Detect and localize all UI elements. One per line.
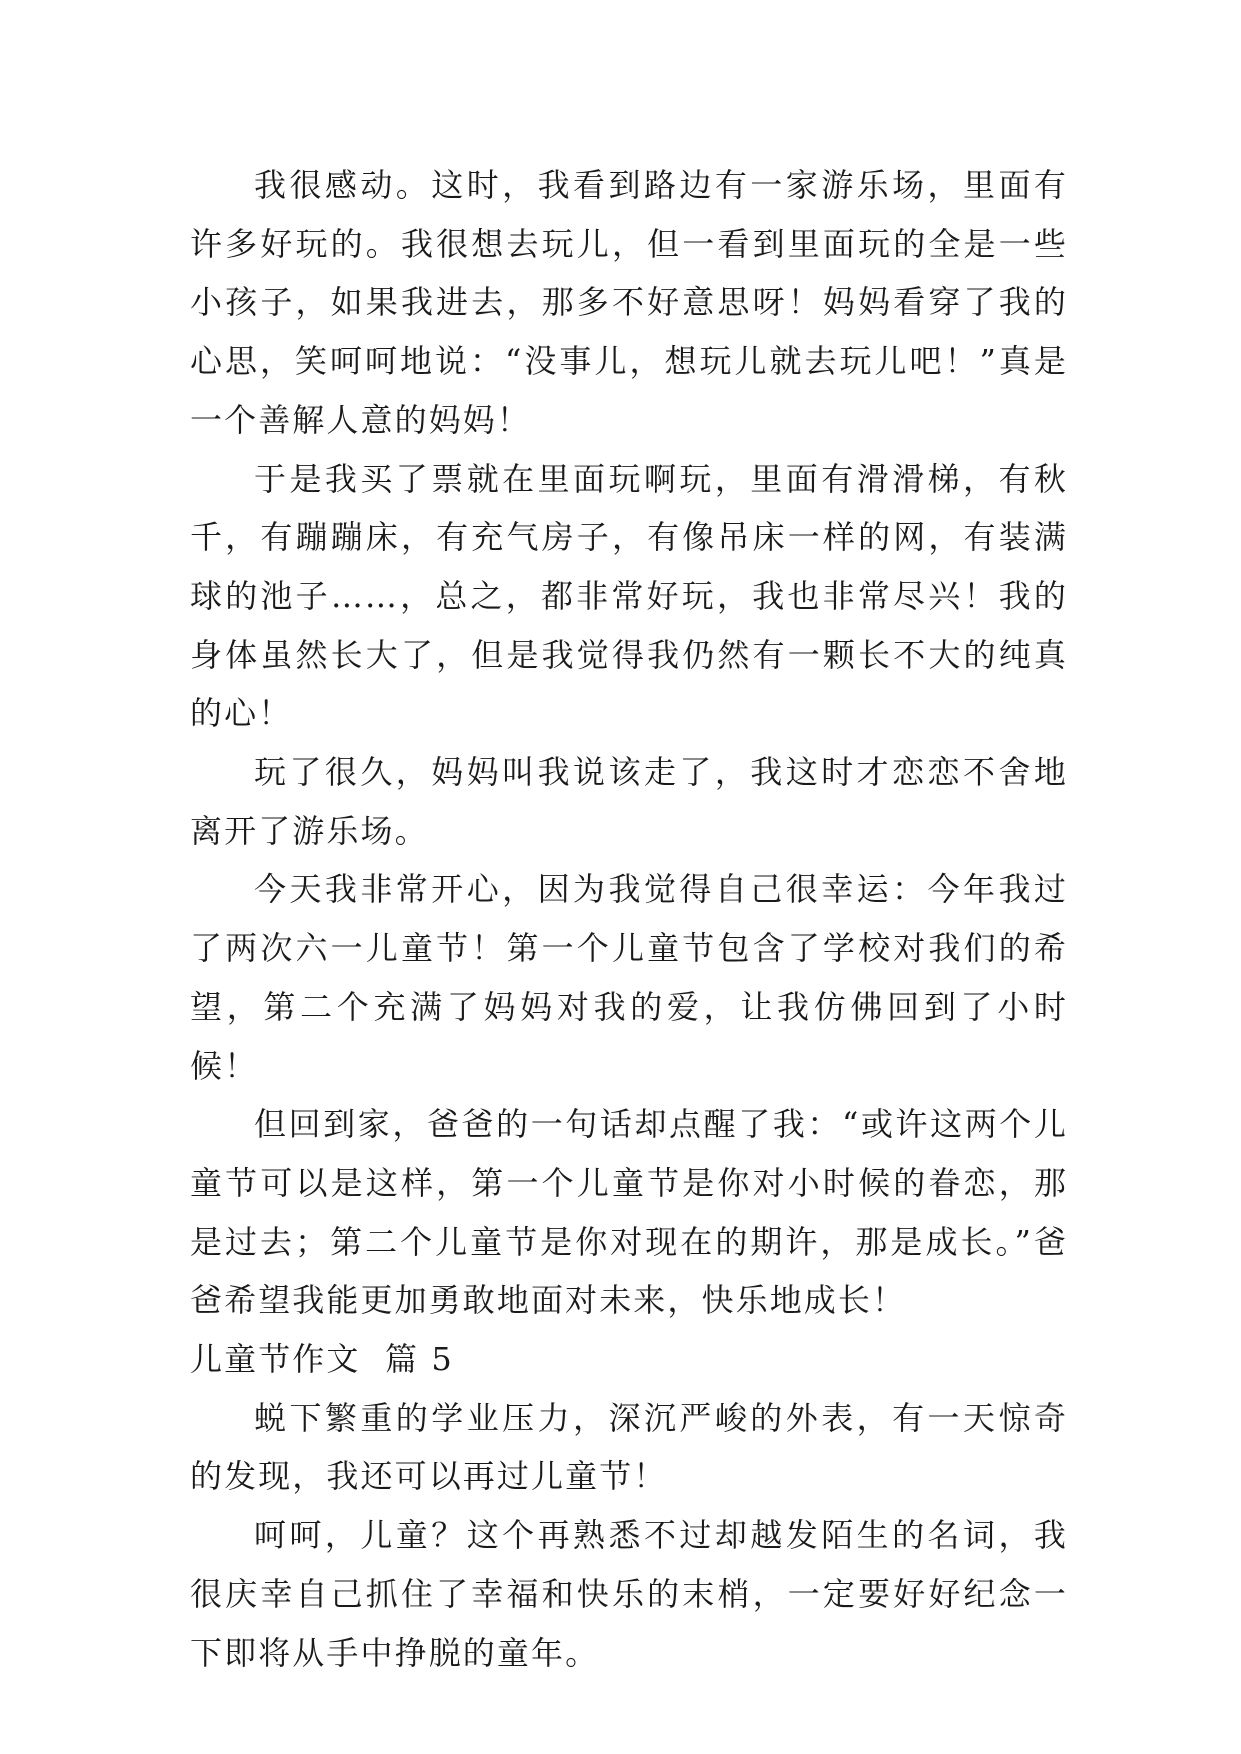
paragraph: 玩了很久，妈妈叫我说该走了，我这时才恋恋不舍地离开了游乐场。: [190, 753, 1068, 850]
section-heading: 儿童节作文 篇 5: [190, 1340, 454, 1379]
paragraph: 但回到家，爸爸的一句话却点醒了我：“或许这两个儿童节可以是这样，第一个儿童节是你对小时候的眷恋，那是过去；第二个儿童节是你对现在的期许，那是成长。”爸爸希望我能更加勇敢地面对未来，快乐地成长！: [190, 1105, 1068, 1320]
paragraph: 于是我买了票就在里面玩啊玩，里面有滑滑梯，有秋千，有蹦蹦床，有充气房子，有像吊床一样的网，有装满球的池子……，总之，都非常好玩，我也非常尽兴！我的身体虽然长大了，但是我觉得我仍然有一颗长不大的纯真的心！: [190, 459, 1068, 733]
paragraph: 今天我非常开心，因为我觉得自己很幸运：今年我过了两次六一儿童节！第一个儿童节包含了学校对我们的希望，第二个充满了妈妈对我的爱，让我仿佛回到了小时候！: [190, 870, 1068, 1085]
paragraph: 我很感动。这时，我看到路边有一家游乐场，里面有许多好玩的。我很想去玩儿，但一看到里面玩的全是一些小孩子，如果我进去，那多不好意思呀！妈妈看穿了我的心思，笑呵呵地说：“没事儿，想玩儿就去玩儿吧！”真是一个善解人意的妈妈！: [190, 166, 1068, 439]
paragraph: 蜕下繁重的学业压力，深沉严峻的外表，有一天惊奇的发现，我还可以再过儿童节！: [190, 1398, 1068, 1496]
paragraph: 呵呵，儿童？这个再熟悉不过却越发陌生的名词，我很庆幸自己抓住了幸福和快乐的末梢，一定要好好纪念一下即将从手中挣脱的童年。: [190, 1516, 1068, 1672]
document-page: [190, 156, 1068, 1682]
